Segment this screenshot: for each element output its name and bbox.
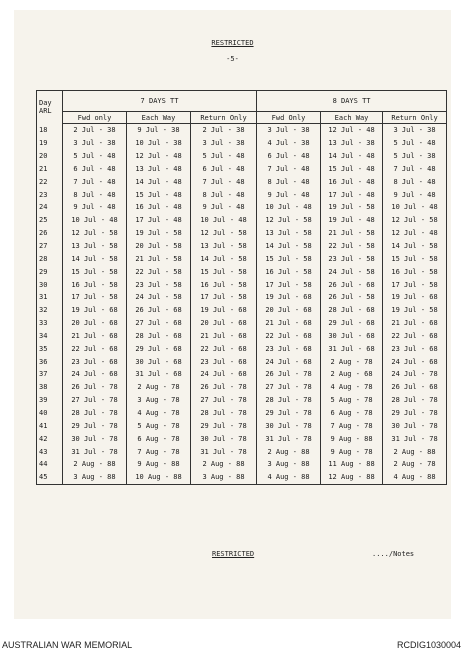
date-cell: 17 Jul - 58 xyxy=(257,278,321,291)
date-cell: 19 Jul - 48 xyxy=(321,214,383,227)
date-cell: 26 Jul - 68 xyxy=(127,304,191,317)
date-cell: 12 Jul - 48 xyxy=(383,227,447,240)
table-row xyxy=(37,150,447,163)
date-cell: 26 Jul - 78 xyxy=(191,381,257,394)
date-cell: 8 Jul - 48 xyxy=(63,188,127,201)
date-cell: 22 Jul - 58 xyxy=(127,265,191,278)
date-cell: 15 Jul - 58 xyxy=(191,265,257,278)
date-cell: 7 Jul - 48 xyxy=(383,163,447,176)
date-cell: 19 Jul - 68 xyxy=(191,304,257,317)
date-cell: 12 Jul - 48 xyxy=(127,150,191,163)
table-row xyxy=(37,124,447,137)
date-cell: 12 Jul - 58 xyxy=(191,227,257,240)
header-classification: RESTRICTED xyxy=(211,39,254,47)
day-cell: 30 xyxy=(37,278,63,291)
date-cell: 2 Jul - 38 xyxy=(63,124,127,137)
date-cell: 31 Jul - 78 xyxy=(191,445,257,458)
date-cell: 17 Jul - 48 xyxy=(127,214,191,227)
date-cell: 14 Jul - 48 xyxy=(321,150,383,163)
date-cell: 7 Jul - 48 xyxy=(191,175,257,188)
day-cell: 36 xyxy=(37,355,63,368)
date-cell: 21 Jul - 58 xyxy=(127,252,191,265)
date-cell: 2 Aug - 88 xyxy=(191,458,257,471)
date-cell: 29 Jul - 78 xyxy=(63,419,127,432)
date-cell: 30 Jul - 78 xyxy=(63,432,127,445)
table-row xyxy=(37,227,447,240)
table-row xyxy=(37,278,447,291)
date-cell: 17 Jul - 58 xyxy=(63,291,127,304)
day-cell: 18 xyxy=(37,124,63,137)
day-cell: 41 xyxy=(37,419,63,432)
table-row xyxy=(37,342,447,355)
date-cell: 12 Jul - 58 xyxy=(63,227,127,240)
day-cell: 39 xyxy=(37,394,63,407)
date-cell: 29 Jul - 68 xyxy=(127,342,191,355)
date-cell: 27 Jul - 68 xyxy=(127,317,191,330)
date-cell: 28 Jul - 78 xyxy=(191,407,257,420)
date-cell: 8 Jul - 48 xyxy=(191,188,257,201)
date-cell: 19 Jul - 68 xyxy=(257,291,321,304)
table-row xyxy=(37,330,447,343)
date-cell: 30 Jul - 78 xyxy=(383,419,447,432)
day-cell: 25 xyxy=(37,214,63,227)
date-cell: 6 Aug - 78 xyxy=(321,407,383,420)
date-cell: 15 Jul - 58 xyxy=(63,265,127,278)
day-cell: 35 xyxy=(37,342,63,355)
table-row xyxy=(37,419,447,432)
day-cell: 22 xyxy=(37,175,63,188)
date-cell: 24 Jul - 58 xyxy=(127,291,191,304)
date-cell: 20 Jul - 68 xyxy=(257,304,321,317)
date-cell: 8 Jul - 48 xyxy=(257,175,321,188)
date-cell: 24 Jul - 78 xyxy=(383,368,447,381)
date-cell: 2 Aug - 88 xyxy=(383,445,447,458)
date-cell: 6 Jul - 48 xyxy=(63,163,127,176)
date-cell: 19 Jul - 58 xyxy=(383,304,447,317)
date-cell: 28 Jul - 78 xyxy=(63,407,127,420)
table-row xyxy=(37,381,447,394)
day-cell: 20 xyxy=(37,150,63,163)
date-cell: 21 Jul - 68 xyxy=(63,330,127,343)
date-cell: 3 Jul - 38 xyxy=(257,124,321,137)
date-cell: 9 Aug - 78 xyxy=(321,445,383,458)
date-cell: 5 Jul - 48 xyxy=(63,150,127,163)
date-cell: 28 Jul - 68 xyxy=(321,304,383,317)
date-cell: 31 Jul - 78 xyxy=(63,445,127,458)
date-cell: 23 Jul - 68 xyxy=(257,342,321,355)
date-cell: 12 Aug - 88 xyxy=(321,471,383,484)
date-cell: 28 Jul - 78 xyxy=(383,394,447,407)
subheader-return-only-7: Return Only xyxy=(191,112,257,124)
date-cell: 15 Jul - 58 xyxy=(383,252,447,265)
date-cell: 16 Jul - 58 xyxy=(383,265,447,278)
table-row xyxy=(37,188,447,201)
date-cell: 5 Jul - 48 xyxy=(383,137,447,150)
date-cell: 10 Jul - 38 xyxy=(127,137,191,150)
day-arl-header xyxy=(37,91,63,124)
document-page xyxy=(14,10,451,619)
group-header-7-days: 7 DAYS TT xyxy=(63,91,257,112)
date-cell: 30 Jul - 68 xyxy=(127,355,191,368)
date-cell: 8 Jul - 48 xyxy=(383,175,447,188)
date-cell: 23 Jul - 68 xyxy=(63,355,127,368)
table-row xyxy=(37,252,447,265)
date-cell: 19 Jul - 58 xyxy=(321,201,383,214)
date-cell: 24 Jul - 68 xyxy=(191,368,257,381)
archive-caption-bar xyxy=(0,637,465,654)
table-row xyxy=(37,163,447,176)
date-cell: 17 Jul - 48 xyxy=(321,188,383,201)
date-cell: 2 Aug - 88 xyxy=(63,458,127,471)
date-cell: 10 Jul - 48 xyxy=(63,214,127,227)
date-cell: 22 Jul - 68 xyxy=(63,342,127,355)
day-cell: 34 xyxy=(37,330,63,343)
date-cell: 16 Jul - 58 xyxy=(257,265,321,278)
date-cell: 28 Jul - 68 xyxy=(127,330,191,343)
table-row xyxy=(37,175,447,188)
table-row xyxy=(37,407,447,420)
date-cell: 3 Aug - 78 xyxy=(127,394,191,407)
date-cell: 6 Jul - 48 xyxy=(191,163,257,176)
date-cell: 12 Jul - 48 xyxy=(321,124,383,137)
date-cell: 23 Jul - 58 xyxy=(321,252,383,265)
date-cell: 9 Jul - 48 xyxy=(63,201,127,214)
date-cell: 2 Aug - 78 xyxy=(383,458,447,471)
date-cell: 5 Jul - 38 xyxy=(383,150,447,163)
table-row xyxy=(37,317,447,330)
date-cell: 13 Jul - 48 xyxy=(127,163,191,176)
date-cell: 15 Jul - 48 xyxy=(127,188,191,201)
day-cell: 44 xyxy=(37,458,63,471)
table-row xyxy=(37,201,447,214)
date-cell: 29 Jul - 78 xyxy=(191,419,257,432)
date-cell: 20 Jul - 68 xyxy=(191,317,257,330)
table-row xyxy=(37,445,447,458)
date-cell: 13 Jul - 38 xyxy=(321,137,383,150)
date-cell: 9 Jul - 48 xyxy=(191,201,257,214)
date-cell: 9 Aug - 88 xyxy=(321,432,383,445)
day-cell: 33 xyxy=(37,317,63,330)
day-cell: 31 xyxy=(37,291,63,304)
date-cell: 31 Jul - 78 xyxy=(383,432,447,445)
archive-name: AUSTRALIAN WAR MEMORIAL xyxy=(2,640,133,650)
date-cell: 5 Jul - 48 xyxy=(191,150,257,163)
date-cell: 4 Aug - 88 xyxy=(383,471,447,484)
date-cell: 11 Aug - 88 xyxy=(321,458,383,471)
date-cell: 4 Aug - 78 xyxy=(321,381,383,394)
date-cell: 7 Jul - 48 xyxy=(63,175,127,188)
date-cell: 22 Jul - 68 xyxy=(383,330,447,343)
footer-classification: RESTRICTED xyxy=(212,550,255,558)
date-cell: 2 Aug - 68 xyxy=(321,368,383,381)
date-cell: 10 Aug - 88 xyxy=(127,471,191,484)
date-cell: 3 Jul - 38 xyxy=(191,137,257,150)
date-cell: 30 Jul - 78 xyxy=(257,419,321,432)
arl-label: ARL xyxy=(39,107,52,116)
date-cell: 21 Jul - 58 xyxy=(321,227,383,240)
table-row xyxy=(37,432,447,445)
date-cell: 14 Jul - 58 xyxy=(191,252,257,265)
table-row xyxy=(37,137,447,150)
date-cell: 5 Aug - 78 xyxy=(321,394,383,407)
date-cell: 29 Jul - 78 xyxy=(383,407,447,420)
day-cell: 40 xyxy=(37,407,63,420)
date-cell: 27 Jul - 78 xyxy=(63,394,127,407)
date-cell: 5 Aug - 78 xyxy=(127,419,191,432)
date-cell: 26 Jul - 78 xyxy=(63,381,127,394)
date-cell: 3 Jul - 38 xyxy=(63,137,127,150)
date-cell: 3 Aug - 88 xyxy=(191,471,257,484)
date-cell: 23 Jul - 68 xyxy=(191,355,257,368)
date-cell: 21 Jul - 68 xyxy=(257,317,321,330)
date-cell: 13 Jul - 58 xyxy=(63,240,127,253)
date-cell: 30 Jul - 78 xyxy=(191,432,257,445)
date-cell: 16 Jul - 58 xyxy=(191,278,257,291)
date-cell: 7 Jul - 48 xyxy=(257,163,321,176)
day-cell: 38 xyxy=(37,381,63,394)
date-cell: 26 Jul - 58 xyxy=(321,291,383,304)
date-cell: 7 Aug - 78 xyxy=(127,445,191,458)
date-cell: 23 Jul - 58 xyxy=(127,278,191,291)
date-cell: 26 Jul - 68 xyxy=(321,278,383,291)
date-cell: 17 Jul - 58 xyxy=(383,278,447,291)
day-label: Day xyxy=(39,99,52,108)
subheader-each-way-8: Each Way xyxy=(321,112,383,124)
date-cell: 2 Jul - 38 xyxy=(191,124,257,137)
date-cell: 14 Jul - 48 xyxy=(127,175,191,188)
date-cell: 13 Jul - 58 xyxy=(257,227,321,240)
date-cell: 28 Jul - 78 xyxy=(257,394,321,407)
date-cell: 19 Jul - 68 xyxy=(383,291,447,304)
table-row xyxy=(37,394,447,407)
date-cell: 30 Jul - 68 xyxy=(321,330,383,343)
page-number: -5- xyxy=(226,55,239,63)
date-cell: 9 Aug - 88 xyxy=(127,458,191,471)
date-cell: 7 Aug - 78 xyxy=(321,419,383,432)
day-cell: 26 xyxy=(37,227,63,240)
table-row xyxy=(37,291,447,304)
table-row xyxy=(37,355,447,368)
table-row xyxy=(37,368,447,381)
date-cell: 9 Jul - 48 xyxy=(257,188,321,201)
date-cell: 14 Jul - 58 xyxy=(383,240,447,253)
table-row xyxy=(37,214,447,227)
day-cell: 29 xyxy=(37,265,63,278)
date-cell: 31 Jul - 78 xyxy=(257,432,321,445)
subheader-return-only-8: Return Only xyxy=(383,112,447,124)
date-cell: 19 Jul - 68 xyxy=(63,304,127,317)
date-cell: 13 Jul - 58 xyxy=(191,240,257,253)
day-cell: 28 xyxy=(37,252,63,265)
date-cell: 16 Jul - 58 xyxy=(63,278,127,291)
date-cell: 9 Jul - 38 xyxy=(127,124,191,137)
day-cell: 21 xyxy=(37,163,63,176)
date-cell: 27 Jul - 78 xyxy=(257,381,321,394)
date-cell: 23 Jul - 68 xyxy=(383,342,447,355)
date-cell: 2 Aug - 78 xyxy=(321,355,383,368)
date-cell: 3 Aug - 88 xyxy=(257,458,321,471)
date-cell: 26 Jul - 68 xyxy=(383,381,447,394)
date-cell: 21 Jul - 68 xyxy=(191,330,257,343)
date-cell: 24 Jul - 68 xyxy=(257,355,321,368)
date-cell: 20 Jul - 68 xyxy=(63,317,127,330)
group-header-8-days: 8 DAYS TT xyxy=(257,91,447,112)
date-cell: 26 Jul - 78 xyxy=(257,368,321,381)
day-cell: 19 xyxy=(37,137,63,150)
date-cell: 4 Aug - 78 xyxy=(127,407,191,420)
date-cell: 10 Jul - 48 xyxy=(383,201,447,214)
subheader-each-way-7: Each Way xyxy=(127,112,191,124)
date-cell: 17 Jul - 58 xyxy=(191,291,257,304)
date-cell: 14 Jul - 58 xyxy=(257,240,321,253)
subheader-fwd-only-8: Fwd Only xyxy=(257,112,321,124)
table-row xyxy=(37,265,447,278)
date-cell: 9 Jul - 48 xyxy=(383,188,447,201)
date-cell: 19 Jul - 58 xyxy=(127,227,191,240)
day-cell: 43 xyxy=(37,445,63,458)
date-cell: 2 Aug - 78 xyxy=(127,381,191,394)
date-cell: 3 Aug - 88 xyxy=(63,471,127,484)
date-cell: 22 Jul - 68 xyxy=(257,330,321,343)
day-cell: 45 xyxy=(37,471,63,484)
day-cell: 23 xyxy=(37,188,63,201)
date-cell: 16 Jul - 48 xyxy=(321,175,383,188)
table-row xyxy=(37,240,447,253)
date-cell: 12 Jul - 58 xyxy=(257,214,321,227)
date-cell: 31 Jul - 68 xyxy=(321,342,383,355)
date-cell: 21 Jul - 68 xyxy=(383,317,447,330)
day-cell: 27 xyxy=(37,240,63,253)
date-cell: 29 Jul - 68 xyxy=(321,317,383,330)
table-row xyxy=(37,458,447,471)
date-cell: 4 Jul - 38 xyxy=(257,137,321,150)
date-cell: 12 Jul - 58 xyxy=(383,214,447,227)
day-cell: 37 xyxy=(37,368,63,381)
date-cell: 6 Jul - 48 xyxy=(257,150,321,163)
subheader-fwd-only-7: Fwd only xyxy=(63,112,127,124)
date-cell: 31 Jul - 68 xyxy=(127,368,191,381)
date-cell: 29 Jul - 78 xyxy=(257,407,321,420)
date-cell: 10 Jul - 48 xyxy=(257,201,321,214)
date-cell: 4 Aug - 88 xyxy=(257,471,321,484)
day-cell: 42 xyxy=(37,432,63,445)
date-cell: 10 Jul - 48 xyxy=(191,214,257,227)
date-cell: 27 Jul - 78 xyxy=(191,394,257,407)
date-cell: 16 Jul - 48 xyxy=(127,201,191,214)
table-row xyxy=(37,471,447,484)
archive-reference: RCDIG1030004 xyxy=(396,640,461,650)
date-cell: 20 Jul - 58 xyxy=(127,240,191,253)
date-cell: 14 Jul - 58 xyxy=(63,252,127,265)
date-cell: 6 Aug - 78 xyxy=(127,432,191,445)
day-cell: 24 xyxy=(37,201,63,214)
date-cell: 24 Jul - 58 xyxy=(321,265,383,278)
table-body xyxy=(37,124,447,485)
table-row xyxy=(37,304,447,317)
date-cell: 22 Jul - 68 xyxy=(191,342,257,355)
date-cell: 24 Jul - 68 xyxy=(63,368,127,381)
date-cell: 24 Jul - 68 xyxy=(383,355,447,368)
date-cell: 15 Jul - 48 xyxy=(321,163,383,176)
date-cell: 15 Jul - 58 xyxy=(257,252,321,265)
date-cell: 3 Jul - 38 xyxy=(383,124,447,137)
schedule-table xyxy=(36,90,447,485)
footer-note: ..../Notes xyxy=(372,550,415,558)
date-cell: 2 Aug - 88 xyxy=(257,445,321,458)
day-cell: 32 xyxy=(37,304,63,317)
date-cell: 22 Jul - 58 xyxy=(321,240,383,253)
